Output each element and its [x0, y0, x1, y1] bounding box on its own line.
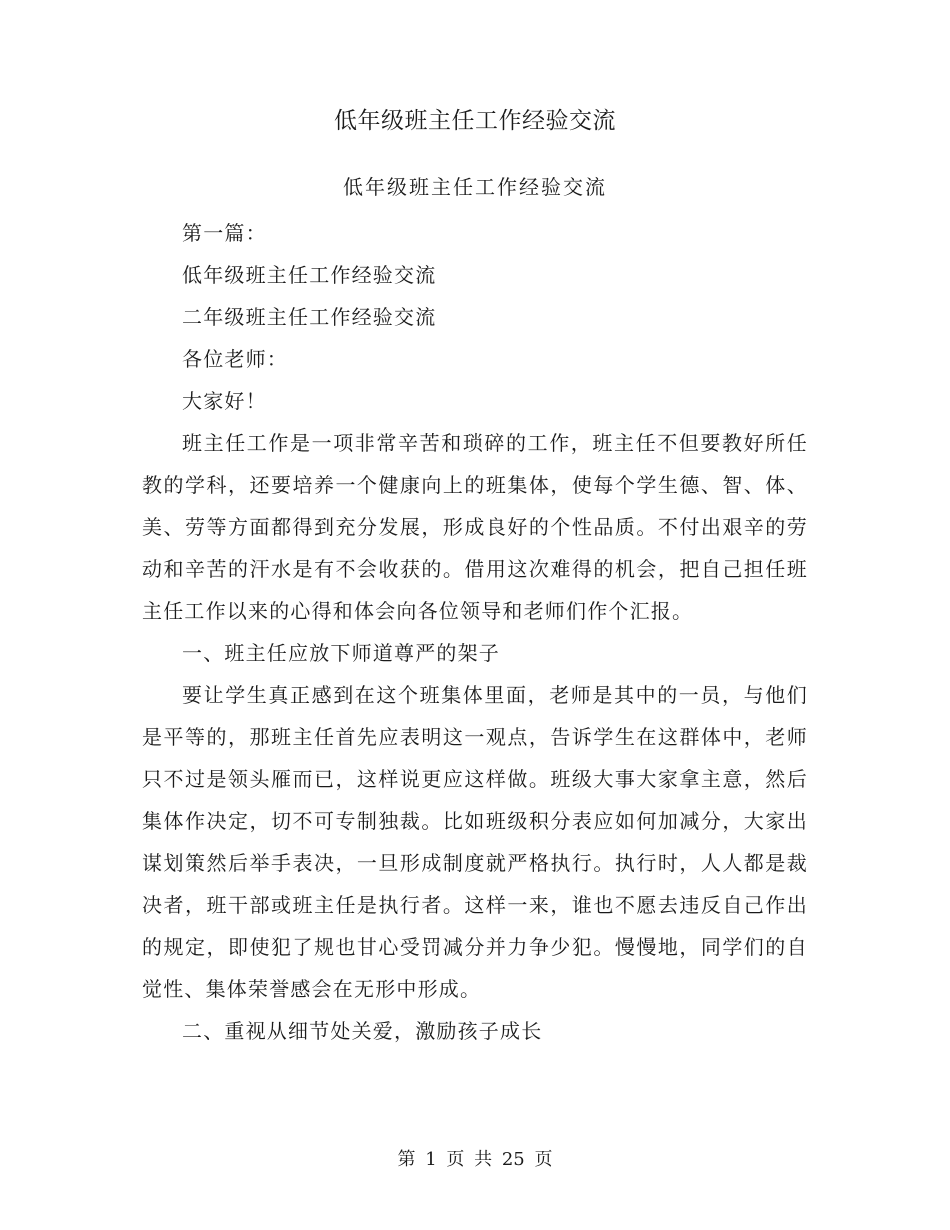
- paragraph-greeting: 大家好！: [182, 389, 267, 413]
- paragraph-section-2-heading: 二、重视从细节处关爱，激励孩子成长: [182, 1019, 543, 1043]
- document-subtitle: 低年级班主任工作经验交流: [343, 175, 607, 199]
- document-body: [142, 212, 808, 1052]
- paragraph-intro: 班主任工作是一项非常辛苦和琐碎的工作，班主任不但要教好所任教的学科，还要培养一个健康向上的班集体，使每个学生德、智、体、美、劳等方面都得到充分发展，形成良好的个性品质。不付出艰辛的劳动和辛苦的汗水是有不会收获的。借用这次难得的机会，把自己担任班主任工作以来的心得和体会向各位领导和老师们作个汇报。: [142, 431, 808, 623]
- page-footer: 第 1 页 共 25 页: [397, 1149, 553, 1170]
- paragraph-heading-2: 二年级班主任工作经验交流: [182, 305, 437, 329]
- paragraph-heading-1: 低年级班主任工作经验交流: [182, 263, 437, 287]
- document-title: 低年级班主任工作经验交流: [334, 108, 616, 134]
- paragraph-section-1-body: 要让学生真正感到在这个班集体里面，老师是其中的一员，与他们是平等的，那班主任首先应表明这一观点，告诉学生在这群体中，老师只不过是领头雁而已，这样说更应这样做。班级大事大家拿主意，然后集体作决定，切不可专制独裁。比如班级积分表应如何加减分，大家出谋划策然后举手表决，一旦形成制度就严格执行。执行时，人人都是裁决者，班干部或班主任是执行者。这样一来，谁也不愿去违反自己作出的规定，即使犯了规也甘心受罚减分并力争少犯。慢慢地，同学们的自觉性、集体荣誉感会在无形中形成。: [142, 683, 808, 1001]
- paragraph-section-1-heading: 一、班主任应放下师道尊严的架子: [182, 641, 500, 665]
- paragraph-section-label: 第一篇：: [182, 221, 267, 245]
- paragraph-salutation: 各位老师：: [182, 347, 288, 371]
